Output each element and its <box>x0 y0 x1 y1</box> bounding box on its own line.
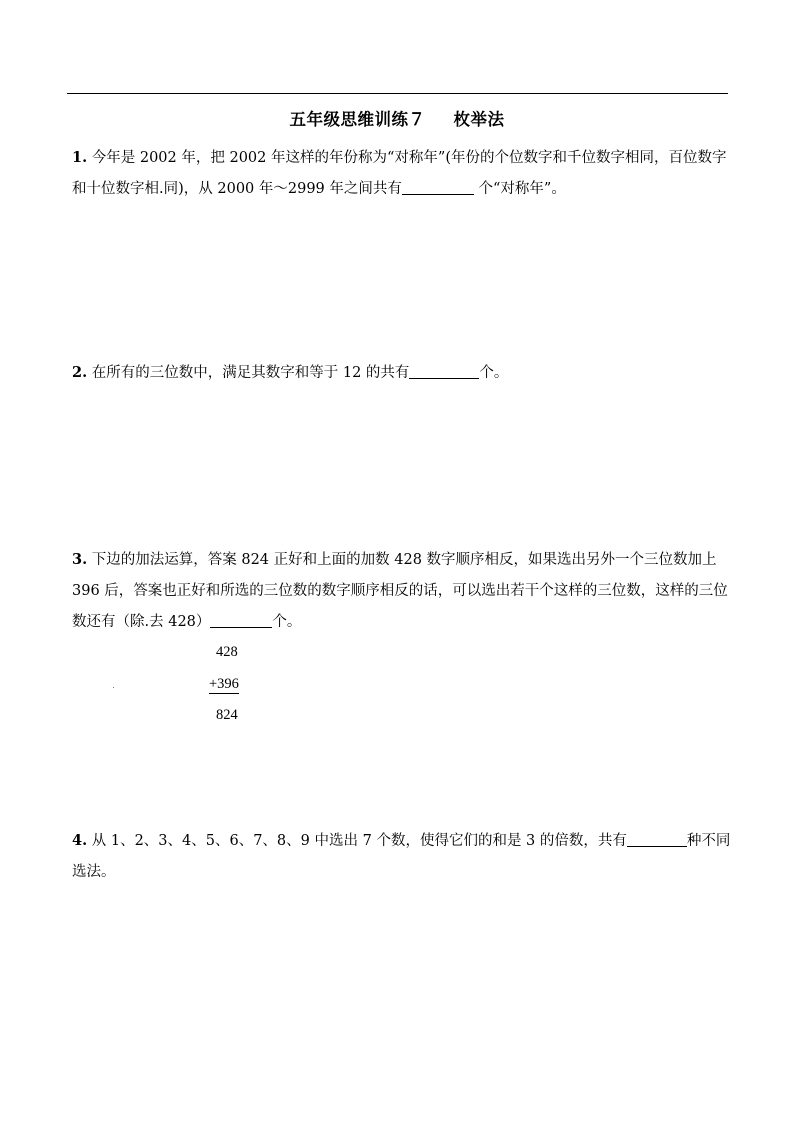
stray-dot <box>113 687 114 688</box>
question-number: 3. <box>72 551 88 568</box>
question-number: 2. <box>72 364 88 381</box>
answer-blank <box>409 362 479 379</box>
calc-result: 824 <box>216 707 238 723</box>
question-text-end: 种不同选法。 <box>72 833 731 880</box>
calc-addend: 428 <box>216 644 238 660</box>
question-text: 从 1、2、3、4、5、6、7、8、9 中选出 7 个数，使得它们的和是 3 的倍数，共有 <box>91 833 627 849</box>
question-text-end: 个。 <box>272 614 302 630</box>
title-main: 五年级思维训练７ <box>289 110 426 129</box>
question-1 <box>72 142 732 205</box>
question-2 <box>72 357 732 389</box>
title-sub: 枚举法 <box>453 110 505 129</box>
question-text: 今年是 2002 年，把 2002 年这样的年份称为“对称年”(年份的个位数字和千位数字相同，百位数字和十位数字相.同)，从 2000 年～2999 年之间共有 <box>72 150 727 197</box>
question-3 <box>72 544 732 638</box>
question-4 <box>72 825 732 888</box>
question-text-end: 个“对称年”。 <box>473 181 566 197</box>
calc-second-addend: +396 <box>209 676 239 692</box>
answer-blank <box>210 611 272 628</box>
page-title <box>0 106 794 130</box>
answer-blank <box>402 178 474 195</box>
question-number: 4. <box>72 832 88 849</box>
answer-blank <box>627 830 687 847</box>
question-text-end: 个。 <box>479 365 509 381</box>
question-number: 1. <box>72 149 88 166</box>
question-text: 在所有的三位数中，满足其数字和等于 12 的共有 <box>91 365 410 381</box>
header-rule <box>67 93 728 94</box>
question-text: 下边的加法运算，答案 824 正好和上面的加数 428 数字顺序相反，如果选出另外一个三位数加上 396 后，答案也正好和所选的三位数的数字顺序相反的话，可以选出若干个这样的三位数，这样的三位数还有（除.去 428） <box>72 552 728 630</box>
